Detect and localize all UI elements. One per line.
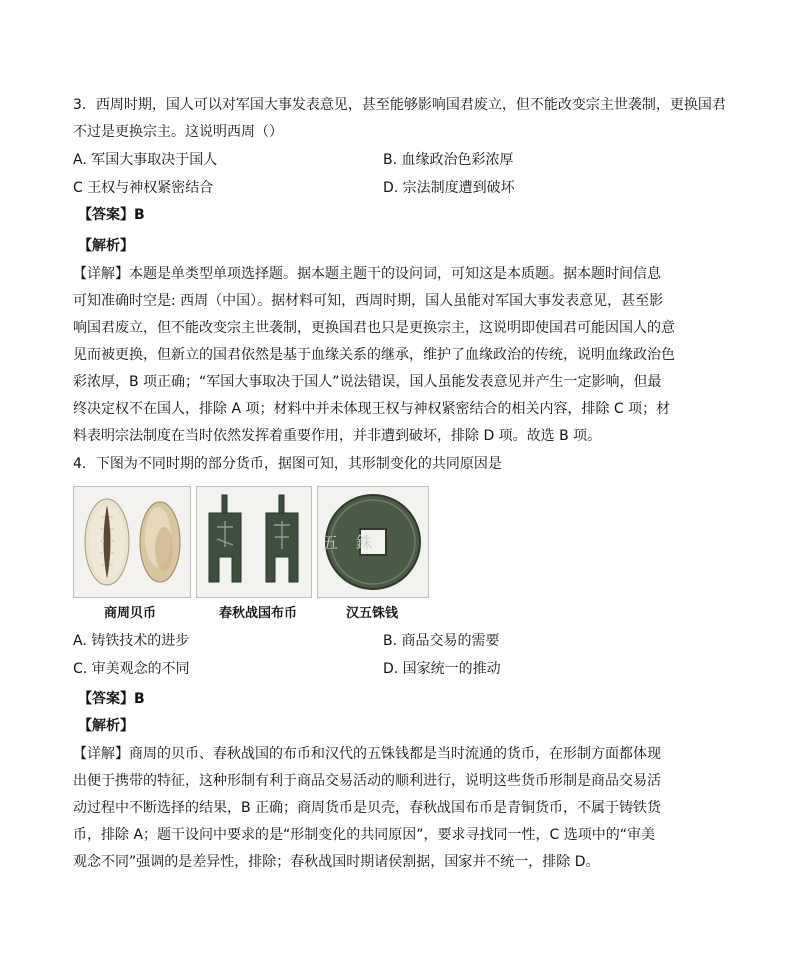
q3-detail-line: 可知准确时空是: 西周（中国）。据材料可知，西周时期，国人虽能对军国大事发表意见，甚至影 — [73, 293, 664, 309]
q4-detail-line: 出便于携带的特征，这种形制有利于商品交易活动的顺利进行，说明这些货币形制是商品交易活 — [73, 773, 661, 789]
q3-stem-line1: 3．西周时期，国人可以对军国大事发表意见，甚至能够影响国君废立，但不能改变宗主世袭制，更换国君 — [73, 97, 726, 113]
q3-detail-line: 见而被更换，但新立的国君依然是基于血缘关系的继承，维护了血缘政治的传统，说明血缘政治色 — [73, 347, 675, 363]
q3-answer: 【答案】B — [78, 207, 145, 223]
q4-detail-line: 币，排除 A；题干设问中要求的是“形制变化的共同原因”，要求寻找同一性，C 选项中的“审美 — [73, 827, 656, 843]
caption-wuzhu-coin: 汉五铢钱 — [346, 606, 399, 621]
spade-coin-image — [196, 486, 312, 598]
caption-spade-coin: 春秋战国布币 — [219, 606, 298, 621]
q3-option-b: B. 血缘政治色彩浓厚 — [383, 152, 514, 168]
q3-detail-line: 响国君废立，但不能改变宗主世袭制，更换国君也只是更换宗主，这说明即使国君可能因国人的意 — [73, 320, 675, 336]
q3-option-d: D. 宗法制度遭到破坏 — [383, 180, 515, 196]
shell-coin-image — [73, 486, 191, 598]
spade-money-icon — [197, 487, 311, 597]
q3-option-a: A. 军国大事取决于国人 — [73, 152, 218, 168]
q3-detail-line: 料表明宗法制度在当时依然发挥着重要作用，并非遭到破坏，排除 D 项。故选 B 项。 — [73, 428, 602, 444]
q3-analysis-label: 【解析】 — [78, 238, 134, 254]
q4-analysis-label: 【解析】 — [78, 718, 134, 734]
q4-option-a: A. 铸铁技术的进步 — [73, 633, 190, 649]
q3-detail-line: 彩浓厚，B 项正确；“军国大事取决于国人”说法错误，国人虽能发表意见并产生一定影响，但最 — [73, 374, 662, 390]
q4-answer: 【答案】B — [78, 691, 145, 707]
q3-stem-line2: 不过是更换宗主。这说明西周（） — [73, 124, 283, 140]
q4-stem: 4．下图为不同时期的部分货币，据图可知，其形制变化的共同原因是 — [73, 456, 502, 472]
q4-detail-line: 【详解】商周的贝币、春秋战国的布币和汉代的五铢钱都是当时流通的货币，在形制方面都体现 — [73, 746, 661, 762]
q3-option-c: C 王权与神权紧密结合 — [73, 180, 214, 196]
cowrie-shell-icon — [74, 487, 190, 597]
caption-shell-coin: 商周贝币 — [104, 606, 157, 621]
q4-detail-line: 动过程中不断选择的结果，B 正确；商周货币是贝壳，春秋战国布币是青铜货币，不属于铸铁货 — [73, 800, 662, 816]
wuzhu-coin-inscription: 五銖 — [322, 533, 391, 552]
q3-detail-line: 【详解】本题是单类型单项选择题。据本题主题干的设问词，可知这是本质题。据本题时间信息 — [73, 266, 661, 282]
q4-option-b: B. 商品交易的需要 — [383, 633, 500, 649]
q4-detail-line: 观念不同”强调的是差异性，排除；春秋战国时期诸侯割据，国家并不统一，排除 D。 — [73, 854, 600, 870]
q4-option-d: D. 国家统一的推动 — [383, 661, 501, 677]
q4-option-c: C. 审美观念的不同 — [73, 661, 190, 677]
q3-detail-line: 终决定权不在国人，排除 A 项；材料中并未体现王权与神权紧密结合的相关内容，排除 C 项；材 — [73, 401, 671, 417]
